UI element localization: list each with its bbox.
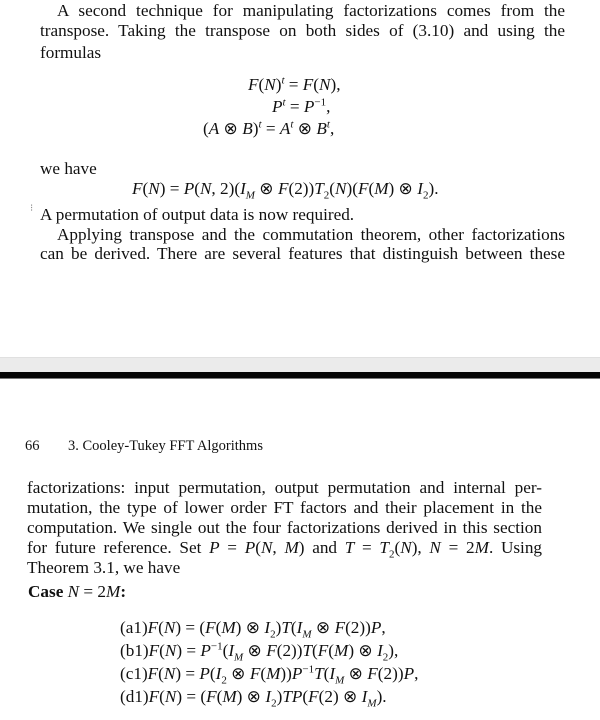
case-label-b1: (b1) bbox=[120, 641, 149, 660]
case-label-d1: (d1) bbox=[120, 687, 149, 706]
paragraph-line: transpose. Taking the transpose on both sides of (3.10) and using the bbox=[40, 21, 565, 40]
page-separator-rule bbox=[0, 372, 600, 379]
case-heading: Case N = 2M: bbox=[28, 582, 127, 601]
book-page-bottom bbox=[0, 380, 600, 720]
case-d1: (d1)F(N) = (F(M) ⊗ $I_2)TP(F(2)$ ⊗ $I_M$). bbox=[120, 687, 387, 710]
case-label: Case bbox=[28, 582, 64, 601]
case-label-a1: (a1) bbox=[120, 618, 148, 637]
formula-1: $F(N)^t = F(N)$, bbox=[248, 74, 341, 94]
case-b1: $(b1)F(N) = P^{-1}(I_M$ ⊗ F(2))T(F(M) ⊗ $I_2$), bbox=[120, 640, 399, 664]
paragraph-line-with-math: for future reference. Set P = P(N, M) and $T = T_2(N)$, N = 2M. Using bbox=[27, 538, 543, 561]
paragraph-line: A permutation of output data is now required. bbox=[40, 205, 355, 224]
chapter-title: 3. Cooley-Tukey FFT Algorithms bbox=[68, 438, 263, 454]
case-label-c1: (c1) bbox=[120, 664, 148, 683]
paragraph-line: formulas bbox=[40, 43, 102, 62]
page-gap bbox=[0, 357, 600, 373]
formula-3: (A ⊗ $B)^t = A^t$ ⊗ $B^t$, bbox=[203, 118, 335, 138]
paragraph-line: mutation, the type of lower order FT factors and their placement in the bbox=[27, 498, 542, 517]
result-equation: F(N) = P(N, $2)(I_M$ ⊗ $F(2))T_2(N)(F(M)$ ⊗ $I_2$). bbox=[132, 179, 439, 202]
scan-artifact-icon: ⁝ bbox=[30, 203, 34, 214]
case-c1: $(c1)F(N) = P(I_2$ ⊗ $F(M))P^{-1}T(I_M$ ⊗ F(2))P, bbox=[120, 663, 419, 687]
we-have-text: we have bbox=[40, 159, 97, 178]
paragraph-line: Theorem 3.1, we have bbox=[27, 558, 181, 577]
paragraph-line: A second technique for manipulating factorizations comes from the bbox=[57, 1, 565, 20]
paragraph-line: computation. We single out the four factorizations derived in this section bbox=[27, 518, 542, 537]
paragraph-line: Applying transpose and the commutation theorem, other factorizations bbox=[57, 225, 565, 244]
case-a1: (a1)F(N) = (F(M) ⊗ $I_2)T(I_M$ ⊗ F(2))P, bbox=[120, 618, 386, 641]
page-number: 66 bbox=[25, 438, 40, 454]
formula-2: $P^t = P^{-1}$, bbox=[272, 96, 331, 116]
book-page-top bbox=[0, 0, 600, 357]
paragraph-line: factorizations: input permutation, output permutation and internal per- bbox=[27, 478, 542, 497]
paragraph-line: can be derived. There are several features that distinguish between these bbox=[40, 244, 565, 263]
